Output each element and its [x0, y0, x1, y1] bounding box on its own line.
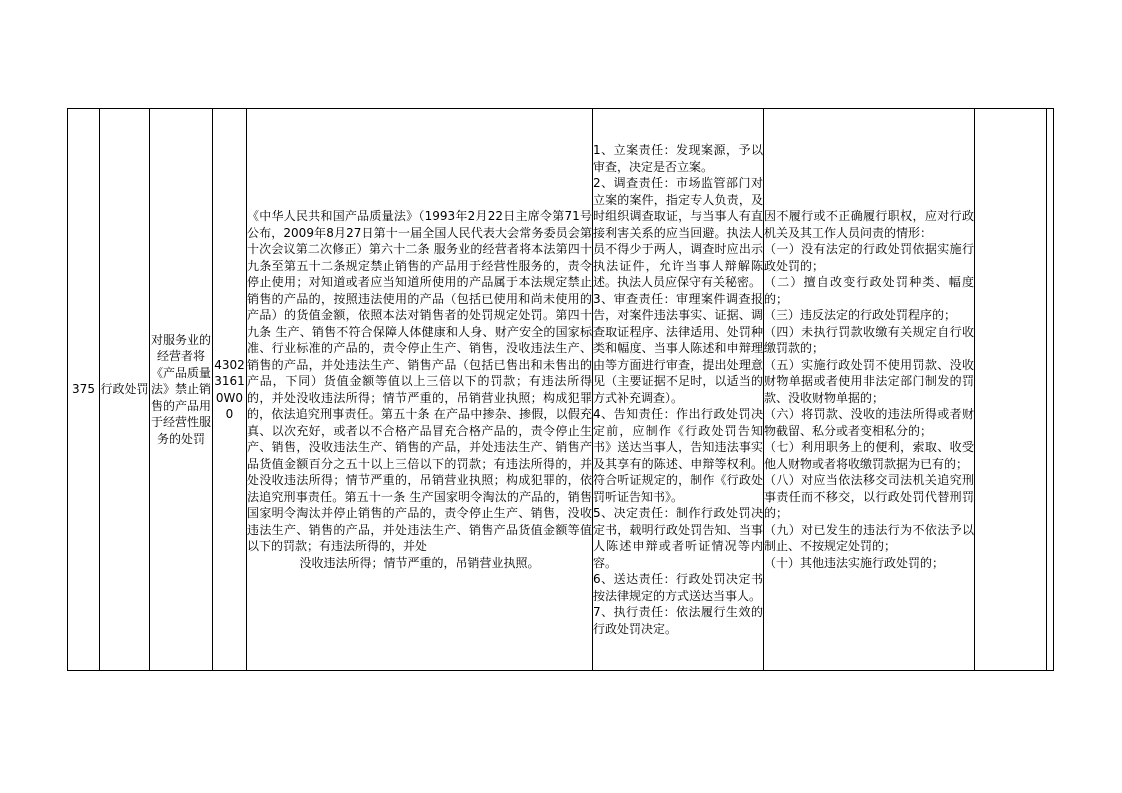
- responsibilities: [593, 109, 764, 671]
- accountability-item: （七）利用职务上的便利，索取、收受他人财物或者将收缴罚款据为已有的；: [764, 440, 974, 471]
- power-list-table: [67, 108, 1054, 671]
- accountability-item: （六）将罚款、没收的违法所得或者财物截留、私分或者变相私分的；: [764, 407, 974, 438]
- item-code: 43023161 0W00: [213, 109, 247, 671]
- accountability-item: （二）擅自改变行政处罚种类、幅度的；: [764, 275, 974, 306]
- edge-cell: [1047, 109, 1054, 671]
- row-number: 375: [68, 109, 100, 671]
- legal-basis-text: 《中华人民共和国产品质量法》（1993年2月22日主席令第71号公布，2009年8月27日第十一届全国人民代表大会常务委员会第十次会议第二次修正）第六十二条 服务业的经营者将本法第四十九条至第五十二条规定禁止销售的产品用于经营性服务的，责令停止使用；对知道或者应当知道所使用的产品属于本法规定禁止销售的产品的，按照违法使用的产品（包括已使用和尚未使用的产品）的货值金额，依照本法对销售者的处罚规定处罚。第四十九条 生产、销售不符合保障人体健康和人身、财产安全的国家标准、行业标准的产品的，责令停止生产、销售，没收违法生产、销售的产品，并处违法生产、销售产品（包括已售出和未售出的产品，下同）货值金额等值以上三倍以下的罚款；有违法所得的，并处没收违法所得；情节严重的，吊销营业执照；构成犯罪的，依法追究刑事责任。第五十条 在产品中掺杂、掺假，以假充真、以次充好，或者以不合格产品冒充合格产品的，责令停止生产、销售，没收违法生产、销售的产品，并处违法生产、销售产品货值金额百分之五十以上三倍以下的罚款；有违法所得的，并处没收违法所得；情节严重的，吊销营业执照；构成犯罪的，依法追究刑事责任。第五十一条 生产国家明令淘汰的产品的，销售国家明令淘汰并停止销售的产品的，责令停止生产、销售，没收违法生产、销售的产品，并处违法生产、销售产品货值金额等值以下的罚款；有违法所得的，并处: [247, 209, 592, 553]
- remarks-cell: [975, 109, 1047, 671]
- item-name: 对服务业的经营者将《产品质量法》禁止销售的产品用于经营性服务的处罚: [150, 109, 213, 671]
- legal-basis: [247, 109, 593, 671]
- accountability-item: （十）其他违法实施行政处罚的；: [764, 555, 945, 570]
- accountability: [764, 109, 975, 671]
- accountability-item: （八）对应当依法移交司法机关追究刑事责任而不移交，以行政处罚代替刑罚的；: [764, 473, 974, 520]
- accountability-item: （四）未执行罚款收缴有关规定自行收缴罚款的；: [764, 324, 974, 355]
- table-row: [68, 109, 1054, 671]
- power-category: 行政处罚: [100, 109, 150, 671]
- legal-basis-last-line: 没收违法所得；情节严重的，吊销营业执照。: [299, 555, 540, 570]
- accountability-item: （一）没有法定的行政处罚依据实施行政处罚的；: [764, 242, 974, 273]
- accountability-item: （九）对已发生的违法行为不依法予以制止、不按规定处罚的；: [764, 522, 974, 553]
- accountability-item: （五）实施行政处罚不使用罚款、没收财物单据或者使用非法定部门制发的罚款、没收财物单据的；: [764, 357, 974, 405]
- accountability-intro: 因不履行或不正确履行职权，应对行政机关及其工作人员问责的情形：: [764, 209, 974, 240]
- responsibilities-text: 1、立案责任：发现案源，予以审查，决定是否立案。 2、调查责任：市场监管部门对立案的案件，指定专人负责，及时组织调查取证，与当事人有直接利害关系的应当回避。执法人员不得少于两人，调查时应出示执法证件，允许当事人辩解陈述。执法人员应保守有关秘密。 3、审查责任：审理案件调查报告，对案件违法事实、证据、调查取证程序、法律适用、处罚种类和幅度、当事人陈述和申辩理由等方面进行审查，提出处理意见（主要证据不足时，以适当的方式补充调查）。 4、告知责任：作出行政处罚决定前，应制作《行政处罚告知书》送达当事人，告知违法事实及其享有的陈述、申辩等权利。符合听证规定的，制作《行政处罚听证告知书》。 5、决定责任：制作行政处罚决定书，载明行政处罚告知、当事人陈述申辩或者听证情况等内容。 6、送达责任：行政处罚决定书按法律规定的方式送达当事人。 7、执行责任：依法履行生效的行政处罚决定。: [593, 143, 763, 636]
- accountability-item: （三）违反法定的行政处罚程序的；: [764, 308, 957, 322]
